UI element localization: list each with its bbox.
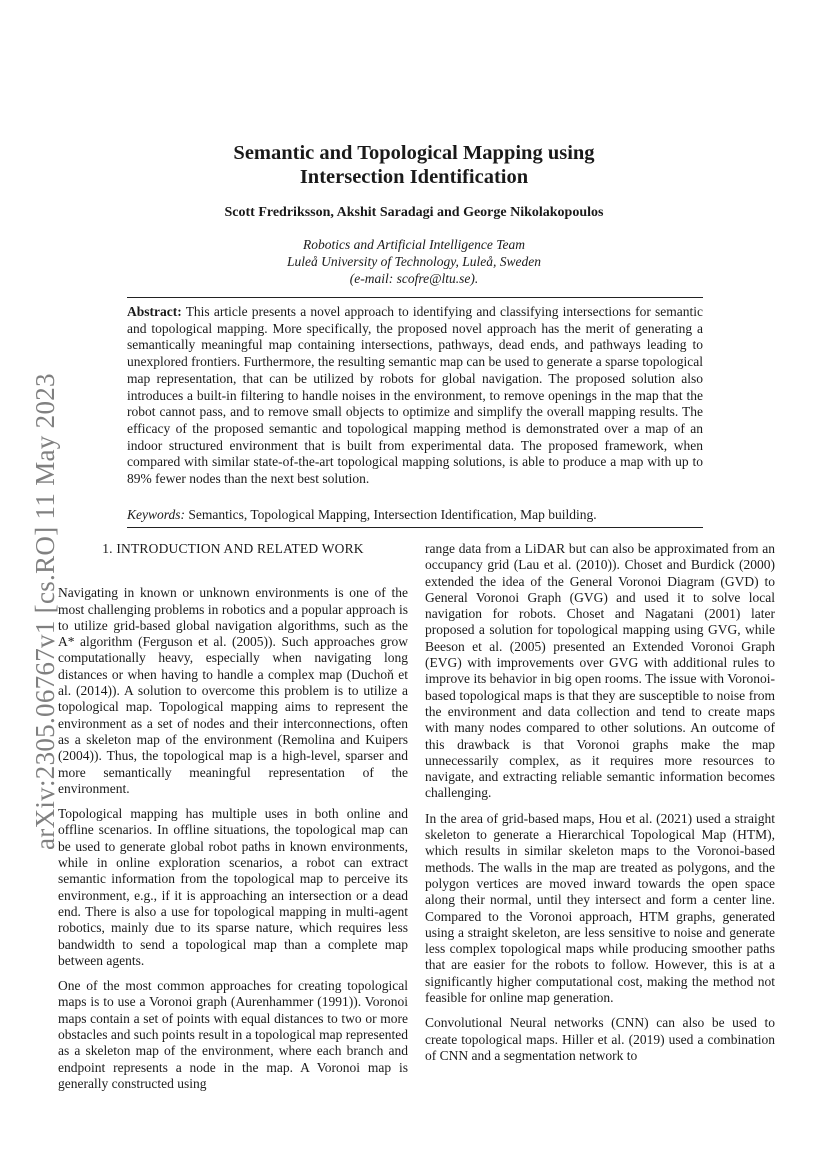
affiliation xyxy=(100,236,728,287)
right-column xyxy=(425,541,775,1073)
abstract-top-rule xyxy=(127,297,703,298)
section-heading: 1. INTRODUCTION AND RELATED WORK xyxy=(102,541,364,556)
title-line-2: Intersection Identification xyxy=(299,166,529,188)
abstract-label: Abstract: xyxy=(127,304,182,319)
abstract-text: This article presents a novel approach to identifying and classifying intersections for semantic and topological mapping. More specifically, the proposed novel approach has the merit of generating a semantically meaningful map containing intersections, pathways, dead ends, and pathways leading to unexplored frontiers. Furthermore, the resulting semantic map can be used to generate a sparse topological map representation, that can be utilized by robots for global navigation. The proposed solution also introduces a built-in filtering to handle noises in the environment, to remove openings in the map that the robot cannot pass, and to remove small objects to optimize and simplify the overall mapping results. The efficacy of the proposed semantic and topological mapping method is demonstrated over a map of an indoor structured environment that is built from experimental data. The proposed framework, when compared with similar state-of-the-art topological mapping solutions, is able to produce a map with up to 89% fewer nodes than the next best solution. xyxy=(127,304,703,487)
paper-title xyxy=(100,141,728,189)
body-paragraph: In the area of grid-based maps, Hou et al. (2021) used a straight skeleton to generate a Hierarchical Topological Map (HTM), which results in similar skeleton maps to the Voronoi-based methods. The walls in the map are treated as polygons, and the polygon vertices are moved inward towards the open space along their normal, until they intersect and form a center line. Compared to the Voronoi approach, HTM graphs, generated using a straight skeleton, are less sensitive to noise and generate less complex topological maps while producing smoother paths that are easier for the robots to follow. However, this is at a significantly higher computational cost, making the method not feasible for online map generation. xyxy=(425,810,775,1006)
title-line-1: Semantic and Topological Mapping using xyxy=(233,142,595,164)
affiliation-line-3: (e-mail: scofre@ltu.se). xyxy=(349,271,479,286)
body-paragraph: One of the most common approaches for creating topological maps is to use a Voronoi graph (Aurenhammer (1991)). Voronoi maps contain a set of points with equal distances to two or more obstacles and such points result in a topological map represented as a skeleton map of the environment, where each branch and endpoint represents a node in the map. A Voronoi map is generally constructed using xyxy=(58,978,408,1091)
arxiv-identifier: arXiv:2305.06767v1 [cs.RO] 11 May 2023 xyxy=(30,373,60,850)
body-paragraph: Navigating in known or unknown environments is one of the most challenging problems in robotics and a popular approach is to utilize grid-based global navigation algorithms, such as the A* algorithm (Ferguson et al. (2005)). Such approaches grow computationally heavy, especially when navigating long distances or when having to handle a complex map (Duchoň et al. (2014)). A solution to overcome this problem is to utilize a topological map. Topological mapping aims to represent the environment as a set of nodes and their interconnections, often as a skeleton map of the environment (Remolina and Kuipers (2004)). Thus, the topological map is a high-level, sparser and more semantically meaningful representation of the environment. xyxy=(58,585,408,796)
keywords xyxy=(127,507,703,524)
author-list: Scott Fredriksson, Akshit Saradagi and George Nikolakopoulos xyxy=(224,205,604,220)
left-column xyxy=(58,540,408,1101)
keywords-label: Keywords: xyxy=(127,507,185,522)
body-paragraph: Topological mapping has multiple uses in both online and offline scenarios. In offline situations, the topological map can be used to generate global robot paths in known environments, while in online exploration scenarios, a robot can extract semantic information from the topological map to perceive its environment, e.g., if it is approaching an intersection or a dead end. There is also a use for topological mapping in multi-agent robotics, mainly due to its sparse nature, which requires less bandwidth to send a topological map than a complete map between agents. xyxy=(58,806,408,968)
affiliation-line-1: Robotics and Artificial Intelligence Team xyxy=(303,237,525,252)
abstract xyxy=(127,304,703,488)
abstract-bottom-rule xyxy=(127,527,703,528)
keywords-text: Semantics, Topological Mapping, Intersection Identification, Map building. xyxy=(188,507,597,522)
body-paragraph: Convolutional Neural networks (CNN) can also be used to create topological maps. Hiller et al. (2019) used a combination of CNN and a segmentation network to xyxy=(425,1015,775,1063)
affiliation-line-2: Luleå University of Technology, Luleå, Sweden xyxy=(286,254,542,269)
body-paragraph: range data from a LiDAR but can also be approximated from an occupancy grid (Lau et al. (2010)). Choset and Burdick (2000) extended the idea of the General Voronoi Diagram (GVD) to General Voronoi Graph (GVG) and used it to solve local navigation for robots. Choset and Nagatani (2001) later proposed a solution for topological mapping using GVG, while Beeson et al. (2005) presented an Extended Voronoi Graph (EVG) with improvements over GVG with additional rules to improve its behavior in big open rooms. The issue with Voronoi-based topological maps is that they are susceptible to noise from the environment and data collection and tend to create maps with many nodes compared to other solutions. An outcome of this drawback is that Voronoi graphs make the map unnecessarily complex, as it requires more resources to navigate, and extracting reliable semantic information becomes challenging. xyxy=(425,541,775,801)
